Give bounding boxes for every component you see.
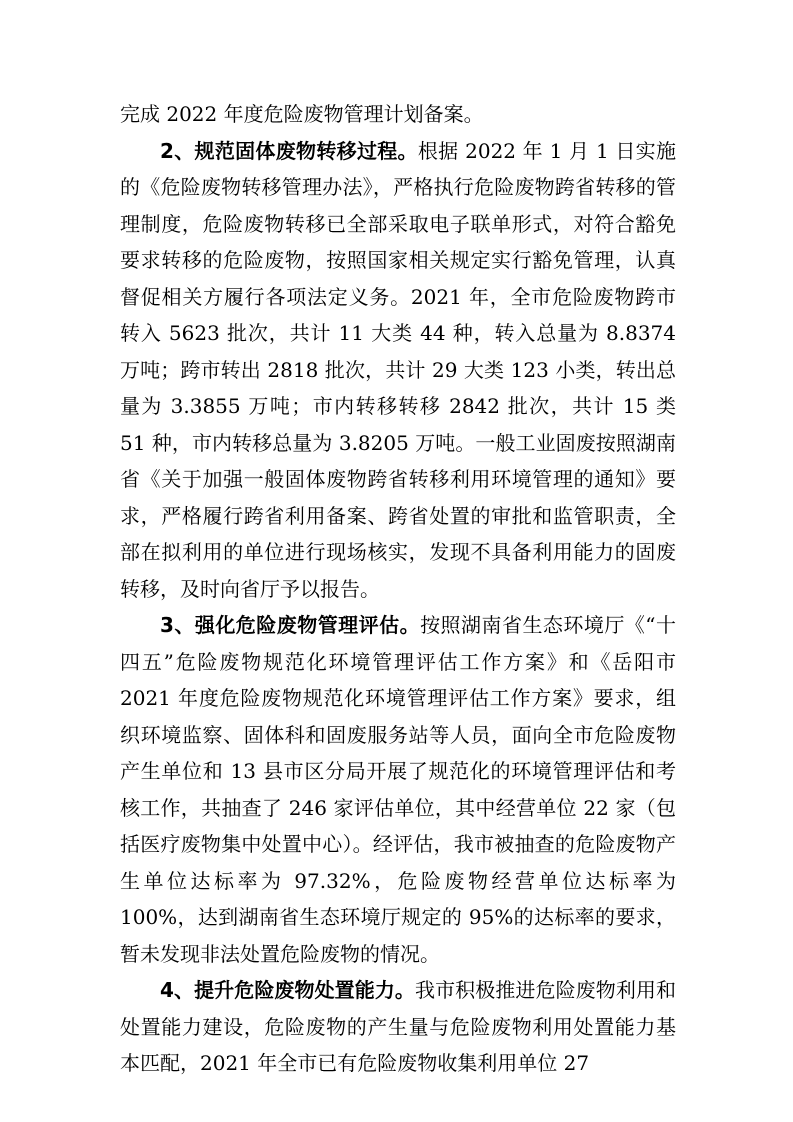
paragraph-text: 我市积极推进危险废物利用和处置能力建设，危险废物的产生量与危险废物利用处置能力基本匹配，2021 年全市已有危险废物收集利用单位 27: [120, 978, 676, 1075]
paragraph-waste-transfer: [120, 133, 676, 608]
section-heading-disposal-capacity: 4、提升危险废物处置能力。: [160, 978, 415, 1002]
section-heading-management-assessment: 3、强化危险废物管理评估。: [160, 613, 421, 637]
paragraph-management-assessment: [120, 607, 676, 972]
paragraph-continued: [120, 96, 676, 133]
document-body: [120, 96, 676, 1082]
section-heading-waste-transfer: 2、规范固体废物转移过程。: [160, 138, 418, 163]
paragraph-text: 按照湖南省生态环境厅《“十四五”危险废物规范化环境管理评估工作方案》和《岳阳市 2021 年度危险废物规范化环境管理评估工作方案》要求，组织环境监察、固体科和固废服务站等人员，面向全市危险废物产生单位和 13 县市区分局开展了规范化的环境管理评估和考核工作，共抽查了 246 家评估单位，其中经营单位 22 家（包括医疗废物集中处置中心）。经评估，我市被抽查的危险废物产生单位达标率为 97.32%，危险废物经营单位达标率为 100%，达到湖南省生态环境厅规定的 95%的达标率的要求，暂未发现非法处置危险废物的情况。: [120, 613, 676, 966]
paragraph-disposal-capacity: [120, 972, 676, 1082]
paragraph-text: 完成 2022 年度危险废物管理计划备案。: [120, 102, 484, 126]
paragraph-text: 根据 2022 年 1 月 1 日实施的《危险废物转移管理办法》，严格执行危险废物跨省转移的管理制度，危险废物转移已全部采取电子联单形式，对符合豁免要求转移的危险废物，按照国家相关规定实行豁免管理，认真督促相关方履行各项法定义务。2021 年，全市危险废物跨市转入 5623 批次，共计 11 大类 44 种，转入总量为 8.8374 万吨；跨市转出 2818 批次，共计 29 大类 123 小类，转出总量为 3.3855 万吨；市内转移转移 2842 批次，共计 15 类 51 种，市内转移总量为 3.8205 万吨。一般工业固废按照湖南省《关于加强一般固体废物跨省转移利用环境管理的通知》要求，严格履行跨省利用备案、跨省处置的审批和监管职责，全部在拟利用的单位进行现场核实，发现不具备利用能力的固废转移，及时向省厅予以报告。: [120, 138, 676, 601]
